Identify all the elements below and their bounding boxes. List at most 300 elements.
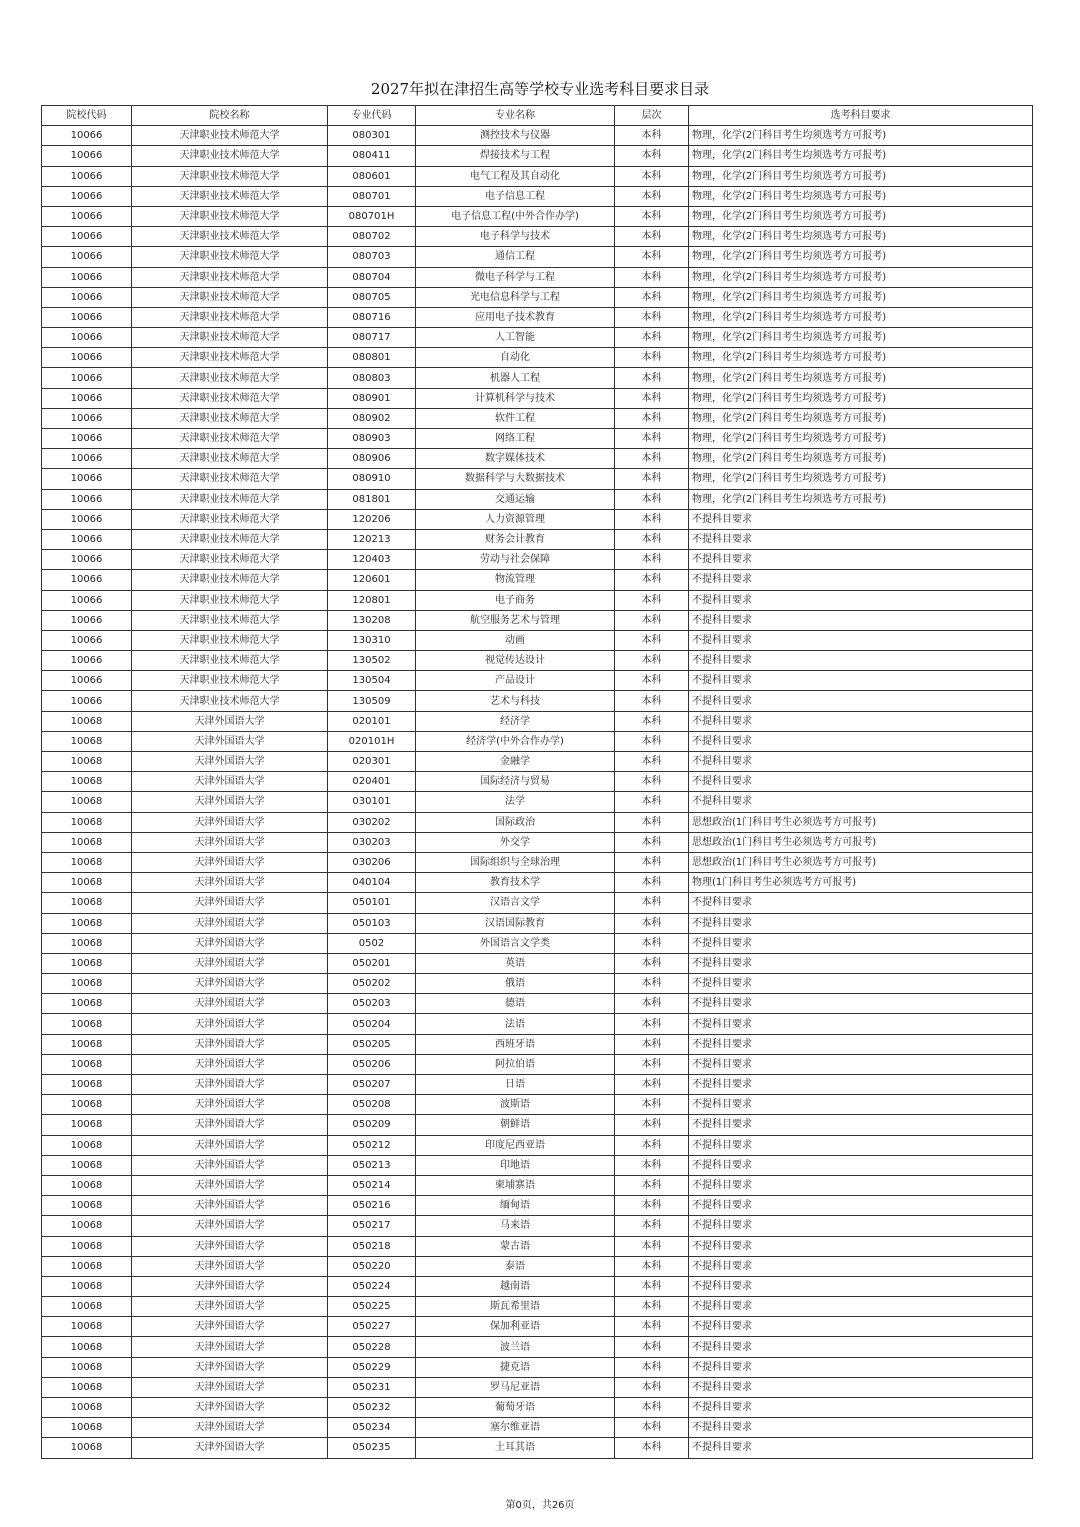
subject-requirement-cell: 思想政治(1门科目考生必须选考方可报考): [689, 832, 1033, 852]
table-row: [42, 651, 1033, 671]
subject-requirement-cell: 物理，化学(2门科目考生均须选考方可报考): [689, 247, 1033, 267]
major-name-cell: 交通运输: [416, 489, 615, 509]
table-row: [42, 792, 1033, 812]
major-name-cell: 柬埔寨语: [416, 1175, 615, 1195]
header-school-code: 院校代码: [42, 106, 132, 126]
level-cell: 本科: [615, 1317, 689, 1337]
school-code-cell: 10066: [42, 388, 132, 408]
school-code-cell: 10068: [42, 873, 132, 893]
school-name-cell: 天津职业技术师范大学: [132, 287, 328, 307]
school-code-cell: 10068: [42, 953, 132, 973]
major-name-cell: 蒙古语: [416, 1236, 615, 1256]
subject-requirement-cell: 物理，化学(2门科目考生均须选考方可报考): [689, 206, 1033, 226]
level-cell: 本科: [615, 206, 689, 226]
school-code-cell: 10066: [42, 469, 132, 489]
table-row: [42, 953, 1033, 973]
table-row: [42, 1438, 1033, 1458]
school-name-cell: 天津外国语大学: [132, 772, 328, 792]
table-row: [42, 509, 1033, 529]
school-name-cell: 天津职业技术师范大学: [132, 388, 328, 408]
major-code-cell: 080906: [328, 449, 416, 469]
school-code-cell: 10068: [42, 711, 132, 731]
subject-requirement-cell: 不提科目要求: [689, 570, 1033, 590]
table-row: [42, 1317, 1033, 1337]
major-name-cell: 德语: [416, 994, 615, 1014]
major-name-cell: 软件工程: [416, 408, 615, 428]
level-cell: 本科: [615, 772, 689, 792]
major-name-cell: 财务会计教育: [416, 529, 615, 549]
school-code-cell: 10068: [42, 1075, 132, 1095]
school-code-cell: 10068: [42, 1135, 132, 1155]
major-name-cell: 马来语: [416, 1216, 615, 1236]
major-name-cell: 外国语言文学类: [416, 933, 615, 953]
subject-requirement-cell: 不提科目要求: [689, 1256, 1033, 1276]
major-code-cell: 130310: [328, 630, 416, 650]
school-name-cell: 天津外国语大学: [132, 1236, 328, 1256]
major-name-cell: 朝鲜语: [416, 1115, 615, 1135]
table-row: [42, 449, 1033, 469]
major-name-cell: 国际组织与全球治理: [416, 852, 615, 872]
school-name-cell: 天津职业技术师范大学: [132, 449, 328, 469]
school-code-cell: 10066: [42, 307, 132, 327]
subject-requirement-cell: 不提科目要求: [689, 1337, 1033, 1357]
school-code-cell: 10066: [42, 146, 132, 166]
school-code-cell: 10068: [42, 1095, 132, 1115]
major-code-cell: 050202: [328, 974, 416, 994]
table-row: [42, 247, 1033, 267]
table-row: [42, 489, 1033, 509]
major-code-cell: 050227: [328, 1317, 416, 1337]
level-cell: 本科: [615, 469, 689, 489]
major-name-cell: 波斯语: [416, 1095, 615, 1115]
school-code-cell: 10066: [42, 166, 132, 186]
major-code-cell: 050204: [328, 1014, 416, 1034]
subject-requirement-cell: 物理，化学(2门科目考生均须选考方可报考): [689, 348, 1033, 368]
school-name-cell: 天津外国语大学: [132, 873, 328, 893]
major-name-cell: 越南语: [416, 1276, 615, 1296]
school-name-cell: 天津职业技术师范大学: [132, 146, 328, 166]
school-name-cell: 天津职业技术师范大学: [132, 590, 328, 610]
table-row: [42, 852, 1033, 872]
school-code-cell: 10066: [42, 651, 132, 671]
table-row: [42, 1357, 1033, 1377]
major-name-cell: 土耳其语: [416, 1438, 615, 1458]
major-code-cell: 050232: [328, 1398, 416, 1418]
table-row: [42, 287, 1033, 307]
major-code-cell: 080910: [328, 469, 416, 489]
level-cell: 本科: [615, 1095, 689, 1115]
level-cell: 本科: [615, 1135, 689, 1155]
subject-requirement-cell: 物理，化学(2门科目考生均须选考方可报考): [689, 449, 1033, 469]
table-row: [42, 328, 1033, 348]
major-code-cell: 050103: [328, 913, 416, 933]
table-row: [42, 570, 1033, 590]
table-row: [42, 267, 1033, 287]
school-code-cell: 10068: [42, 792, 132, 812]
subject-requirement-cell: 不提科目要求: [689, 550, 1033, 570]
table-row: [42, 550, 1033, 570]
table-row: [42, 1075, 1033, 1095]
document-title: 2027年拟在津招生高等学校专业选考科目要求目录: [370, 80, 710, 98]
subject-requirement-cell: 不提科目要求: [689, 994, 1033, 1014]
level-cell: 本科: [615, 328, 689, 348]
school-name-cell: 天津外国语大学: [132, 752, 328, 772]
level-cell: 本科: [615, 691, 689, 711]
table-row: [42, 429, 1033, 449]
subject-requirement-cell: 不提科目要求: [689, 1075, 1033, 1095]
major-code-cell: 0502: [328, 933, 416, 953]
subject-requirement-cell: 不提科目要求: [689, 913, 1033, 933]
major-name-cell: 自动化: [416, 348, 615, 368]
major-code-cell: 050212: [328, 1135, 416, 1155]
subject-requirement-cell: 不提科目要求: [689, 630, 1033, 650]
school-name-cell: 天津外国语大学: [132, 1438, 328, 1458]
level-cell: 本科: [615, 429, 689, 449]
level-cell: 本科: [615, 651, 689, 671]
header-major-code: 专业代码: [328, 106, 416, 126]
header-subject-requirement: 选考科目要求: [689, 106, 1033, 126]
table-row: [42, 126, 1033, 146]
school-name-cell: 天津外国语大学: [132, 731, 328, 751]
school-name-cell: 天津外国语大学: [132, 953, 328, 973]
table-row: [42, 590, 1033, 610]
school-name-cell: 天津职业技术师范大学: [132, 469, 328, 489]
major-name-cell: 保加利亚语: [416, 1317, 615, 1337]
major-name-cell: 泰语: [416, 1256, 615, 1276]
major-code-cell: 050234: [328, 1418, 416, 1438]
school-name-cell: 天津外国语大学: [132, 1175, 328, 1195]
school-name-cell: 天津外国语大学: [132, 812, 328, 832]
school-code-cell: 10068: [42, 913, 132, 933]
school-code-cell: 10068: [42, 994, 132, 1014]
subject-requirement-cell: 不提科目要求: [689, 1418, 1033, 1438]
table-row: [42, 630, 1033, 650]
major-name-cell: 捷克语: [416, 1357, 615, 1377]
major-code-cell: 080601: [328, 166, 416, 186]
subject-requirement-cell: 不提科目要求: [689, 1297, 1033, 1317]
subject-requirement-cell: 物理，化学(2门科目考生均须选考方可报考): [689, 469, 1033, 489]
school-name-cell: 天津外国语大学: [132, 1297, 328, 1317]
school-code-cell: 10066: [42, 348, 132, 368]
school-name-cell: 天津外国语大学: [132, 1075, 328, 1095]
major-name-cell: 法语: [416, 1014, 615, 1034]
table-row: [42, 974, 1033, 994]
school-name-cell: 天津职业技术师范大学: [132, 348, 328, 368]
school-code-cell: 10066: [42, 550, 132, 570]
school-code-cell: 10066: [42, 247, 132, 267]
major-name-cell: 劳动与社会保障: [416, 550, 615, 570]
subject-requirement-cell: 不提科目要求: [689, 893, 1033, 913]
level-cell: 本科: [615, 529, 689, 549]
major-code-cell: 080901: [328, 388, 416, 408]
major-code-cell: 130509: [328, 691, 416, 711]
major-name-cell: 计算机科学与技术: [416, 388, 615, 408]
subject-requirement-cell: 物理，化学(2门科目考生均须选考方可报考): [689, 368, 1033, 388]
school-code-cell: 10068: [42, 1337, 132, 1357]
school-name-cell: 天津外国语大学: [132, 1095, 328, 1115]
school-name-cell: 天津外国语大学: [132, 933, 328, 953]
level-cell: 本科: [615, 287, 689, 307]
school-code-cell: 10068: [42, 1398, 132, 1418]
subject-requirement-cell: 物理，化学(2门科目考生均须选考方可报考): [689, 126, 1033, 146]
school-name-cell: 天津外国语大学: [132, 792, 328, 812]
school-code-cell: 10068: [42, 933, 132, 953]
table-row: [42, 529, 1033, 549]
level-cell: 本科: [615, 1054, 689, 1074]
level-cell: 本科: [615, 812, 689, 832]
level-cell: 本科: [615, 368, 689, 388]
major-name-cell: 俄语: [416, 974, 615, 994]
subject-requirement-cell: 不提科目要求: [689, 509, 1033, 529]
level-cell: 本科: [615, 1256, 689, 1276]
major-code-cell: 050208: [328, 1095, 416, 1115]
school-name-cell: 天津职业技术师范大学: [132, 186, 328, 206]
level-cell: 本科: [615, 893, 689, 913]
level-cell: 本科: [615, 1398, 689, 1418]
table-row: [42, 731, 1033, 751]
major-code-cell: 080301: [328, 126, 416, 146]
major-code-cell: 020101: [328, 711, 416, 731]
level-cell: 本科: [615, 630, 689, 650]
table-row: [42, 166, 1033, 186]
major-code-cell: 050229: [328, 1357, 416, 1377]
major-name-cell: 国际政治: [416, 812, 615, 832]
table-row: [42, 1135, 1033, 1155]
table-row: [42, 1256, 1033, 1276]
school-name-cell: 天津外国语大学: [132, 1034, 328, 1054]
subject-requirement-cell: 不提科目要求: [689, 590, 1033, 610]
level-cell: 本科: [615, 852, 689, 872]
school-code-cell: 10068: [42, 1317, 132, 1337]
subject-requirement-cell: 不提科目要求: [689, 1014, 1033, 1034]
school-code-cell: 10066: [42, 570, 132, 590]
table-body: [42, 126, 1033, 1458]
major-name-cell: 电子科学与技术: [416, 227, 615, 247]
major-name-cell: 经济学: [416, 711, 615, 731]
school-name-cell: 天津职业技术师范大学: [132, 651, 328, 671]
major-code-cell: 050218: [328, 1236, 416, 1256]
school-name-cell: 天津外国语大学: [132, 711, 328, 731]
school-code-cell: 10066: [42, 489, 132, 509]
subject-requirement-cell: 不提科目要求: [689, 933, 1033, 953]
major-name-cell: 外交学: [416, 832, 615, 852]
level-cell: 本科: [615, 267, 689, 287]
school-name-cell: 天津外国语大学: [132, 1276, 328, 1296]
level-cell: 本科: [615, 227, 689, 247]
major-code-cell: 050201: [328, 953, 416, 973]
major-code-cell: 120206: [328, 509, 416, 529]
major-code-cell: 020301: [328, 752, 416, 772]
level-cell: 本科: [615, 186, 689, 206]
subject-requirement-cell: 不提科目要求: [689, 1398, 1033, 1418]
major-code-cell: 050213: [328, 1155, 416, 1175]
school-code-cell: 10066: [42, 509, 132, 529]
level-cell: 本科: [615, 590, 689, 610]
subject-requirement-cell: 不提科目要求: [689, 953, 1033, 973]
level-cell: 本科: [615, 126, 689, 146]
school-code-cell: 10066: [42, 630, 132, 650]
table-row: [42, 1398, 1033, 1418]
school-name-cell: 天津职业技术师范大学: [132, 247, 328, 267]
school-code-cell: 10068: [42, 812, 132, 832]
major-code-cell: 130502: [328, 651, 416, 671]
level-cell: 本科: [615, 348, 689, 368]
school-name-cell: 天津外国语大学: [132, 1357, 328, 1377]
major-name-cell: 物流管理: [416, 570, 615, 590]
major-name-cell: 产品设计: [416, 671, 615, 691]
school-name-cell: 天津职业技术师范大学: [132, 307, 328, 327]
major-name-cell: 汉语国际教育: [416, 913, 615, 933]
major-name-cell: 国际经济与贸易: [416, 772, 615, 792]
school-code-cell: 10066: [42, 328, 132, 348]
school-code-cell: 10066: [42, 610, 132, 630]
major-code-cell: 030101: [328, 792, 416, 812]
subject-requirement-cell: 不提科目要求: [689, 752, 1033, 772]
major-name-cell: 应用电子技术教育: [416, 307, 615, 327]
major-name-cell: 斯瓦希里语: [416, 1297, 615, 1317]
major-name-cell: 网络工程: [416, 429, 615, 449]
level-cell: 本科: [615, 570, 689, 590]
school-code-cell: 10066: [42, 449, 132, 469]
major-code-cell: 080903: [328, 429, 416, 449]
subject-requirement-cell: 不提科目要求: [689, 1034, 1033, 1054]
school-name-cell: 天津职业技术师范大学: [132, 691, 328, 711]
table-row: [42, 186, 1033, 206]
school-name-cell: 天津职业技术师范大学: [132, 166, 328, 186]
school-code-cell: 10068: [42, 1196, 132, 1216]
level-cell: 本科: [615, 671, 689, 691]
school-code-cell: 10068: [42, 1297, 132, 1317]
level-cell: 本科: [615, 489, 689, 509]
school-code-cell: 10066: [42, 227, 132, 247]
major-name-cell: 人工智能: [416, 328, 615, 348]
level-cell: 本科: [615, 974, 689, 994]
school-code-cell: 10068: [42, 772, 132, 792]
school-code-cell: 10068: [42, 1054, 132, 1074]
major-name-cell: 金融学: [416, 752, 615, 772]
school-name-cell: 天津外国语大学: [132, 832, 328, 852]
level-cell: 本科: [615, 449, 689, 469]
major-code-cell: 030203: [328, 832, 416, 852]
level-cell: 本科: [615, 509, 689, 529]
school-name-cell: 天津职业技术师范大学: [132, 429, 328, 449]
major-code-cell: 080705: [328, 287, 416, 307]
subject-requirement-cell: 不提科目要求: [689, 610, 1033, 630]
school-name-cell: 天津外国语大学: [132, 1216, 328, 1236]
level-cell: 本科: [615, 1418, 689, 1438]
level-cell: 本科: [615, 832, 689, 852]
major-name-cell: 电子信息工程: [416, 186, 615, 206]
table-row: [42, 1095, 1033, 1115]
major-code-cell: 040104: [328, 873, 416, 893]
major-code-cell: 020101H: [328, 731, 416, 751]
table-row: [42, 933, 1033, 953]
school-name-cell: 天津外国语大学: [132, 893, 328, 913]
school-code-cell: 10066: [42, 368, 132, 388]
school-name-cell: 天津外国语大学: [132, 913, 328, 933]
major-code-cell: 120213: [328, 529, 416, 549]
level-cell: 本科: [615, 711, 689, 731]
subject-requirement-cell: 物理，化学(2门科目考生均须选考方可报考): [689, 408, 1033, 428]
table-row: [42, 1297, 1033, 1317]
major-code-cell: 050225: [328, 1297, 416, 1317]
major-name-cell: 印度尼西亚语: [416, 1135, 615, 1155]
table-row: [42, 610, 1033, 630]
subject-requirement-cell: 不提科目要求: [689, 1196, 1033, 1216]
subject-requirement-cell: 物理，化学(2门科目考生均须选考方可报考): [689, 267, 1033, 287]
school-name-cell: 天津职业技术师范大学: [132, 227, 328, 247]
major-name-cell: 航空服务艺术与管理: [416, 610, 615, 630]
subject-requirement-cell: 不提科目要求: [689, 1115, 1033, 1135]
level-cell: 本科: [615, 307, 689, 327]
level-cell: 本科: [615, 731, 689, 751]
school-code-cell: 10068: [42, 1034, 132, 1054]
level-cell: 本科: [615, 994, 689, 1014]
major-name-cell: 电子商务: [416, 590, 615, 610]
subject-requirement-cell: 物理，化学(2门科目考生均须选考方可报考): [689, 307, 1033, 327]
subject-requirement-cell: 不提科目要求: [689, 1216, 1033, 1236]
major-name-cell: 英语: [416, 953, 615, 973]
level-cell: 本科: [615, 388, 689, 408]
table-row: [42, 1216, 1033, 1236]
school-code-cell: 10068: [42, 752, 132, 772]
school-code-cell: 10068: [42, 893, 132, 913]
subject-requirement-cell: 不提科目要求: [689, 1438, 1033, 1458]
school-code-cell: 10068: [42, 731, 132, 751]
major-code-cell: 050206: [328, 1054, 416, 1074]
subject-requirement-cell: 不提科目要求: [689, 1155, 1033, 1175]
major-name-cell: 数据科学与大数据技术: [416, 469, 615, 489]
table-row: [42, 368, 1033, 388]
school-name-cell: 天津职业技术师范大学: [132, 529, 328, 549]
subject-requirement-cell: 不提科目要求: [689, 974, 1033, 994]
major-code-cell: 080803: [328, 368, 416, 388]
subject-requirement-cell: 不提科目要求: [689, 651, 1033, 671]
major-code-cell: 050207: [328, 1075, 416, 1095]
school-name-cell: 天津外国语大学: [132, 994, 328, 1014]
table-row: [42, 832, 1033, 852]
major-name-cell: 教育技术学: [416, 873, 615, 893]
school-name-cell: 天津外国语大学: [132, 1377, 328, 1397]
major-code-cell: 050205: [328, 1034, 416, 1054]
school-name-cell: 天津外国语大学: [132, 974, 328, 994]
major-code-cell: 030206: [328, 852, 416, 872]
subject-requirement-cell: 不提科目要求: [689, 1095, 1033, 1115]
major-name-cell: 电气工程及其自动化: [416, 166, 615, 186]
major-name-cell: 测控技术与仪器: [416, 126, 615, 146]
table-row: [42, 348, 1033, 368]
major-code-cell: 080801: [328, 348, 416, 368]
school-name-cell: 天津外国语大学: [132, 1398, 328, 1418]
major-name-cell: 人力资源管理: [416, 509, 615, 529]
header-school-name: 院校名称: [132, 106, 328, 126]
major-code-cell: 050220: [328, 1256, 416, 1276]
school-code-cell: 10066: [42, 287, 132, 307]
school-code-cell: 10066: [42, 126, 132, 146]
major-name-cell: 西班牙语: [416, 1034, 615, 1054]
school-name-cell: 天津职业技术师范大学: [132, 509, 328, 529]
major-code-cell: 120601: [328, 570, 416, 590]
table-row: [42, 812, 1033, 832]
major-name-cell: 塞尔维亚语: [416, 1418, 615, 1438]
major-code-cell: 080701H: [328, 206, 416, 226]
level-cell: 本科: [615, 1075, 689, 1095]
level-cell: 本科: [615, 1357, 689, 1377]
subject-requirement-cell: 不提科目要求: [689, 711, 1033, 731]
major-name-cell: 印地语: [416, 1155, 615, 1175]
major-code-cell: 050209: [328, 1115, 416, 1135]
level-cell: 本科: [615, 873, 689, 893]
